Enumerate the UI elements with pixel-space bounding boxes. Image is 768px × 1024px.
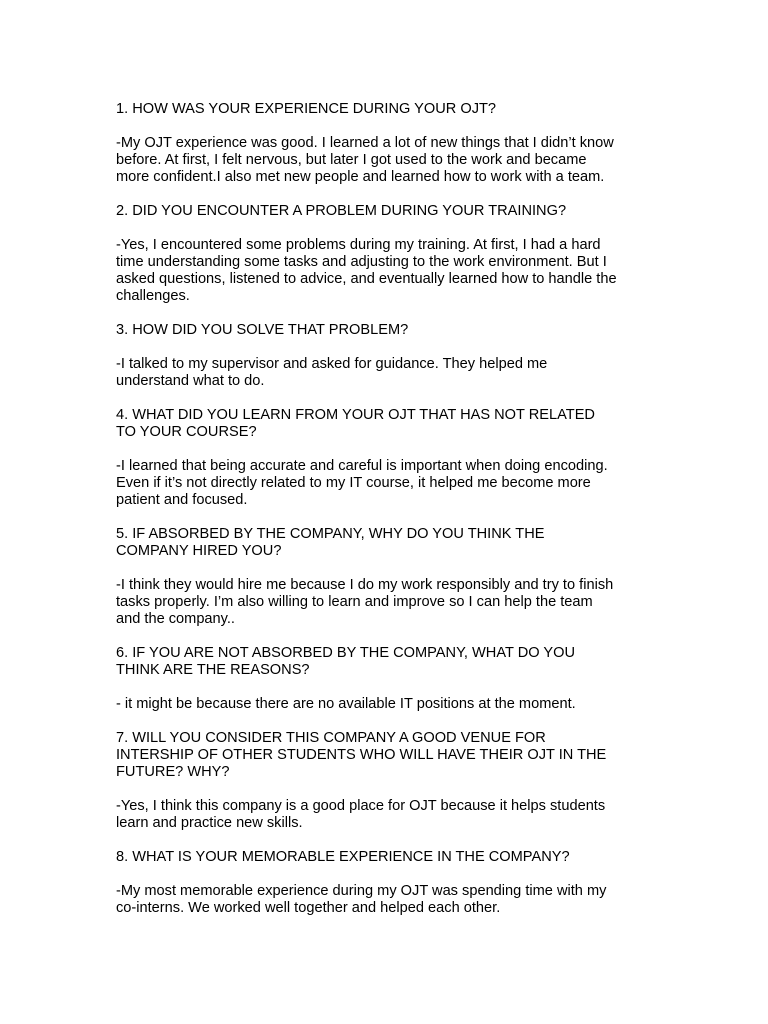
- question-6: 6. IF YOU ARE NOT ABSORBED BY THE COMPANY, WHAT DO YOU THINK ARE THE REASONS?: [116, 645, 576, 678]
- answer-2: -Yes, I encountered some problems during my training. At first, I had a hard time understanding some tasks and adjusting to the work environment. But I asked questions, listened to advice, and eventually learned how to handle the challenges.: [116, 237, 617, 304]
- answer-6: - it might be because there are no available IT positions at the moment.: [116, 696, 576, 712]
- question-2: 2. DID YOU ENCOUNTER A PROBLEM DURING YOUR TRAINING?: [116, 203, 567, 219]
- qa-item-6: [116, 645, 656, 713]
- answer-8: -My most memorable experience during my OJT was spending time with my co-interns. We worked well together and helped each other.: [116, 883, 607, 916]
- question-1: 1. HOW WAS YOUR EXPERIENCE DURING YOUR OJT?: [116, 101, 497, 117]
- qa-item-5: [116, 526, 656, 628]
- qa-item-3: [116, 322, 656, 390]
- answer-3: -I talked to my supervisor and asked for guidance. They helped me understand what to do.: [116, 356, 548, 389]
- question-5: 5. IF ABSORBED BY THE COMPANY, WHY DO YOU THINK THE COMPANY HIRED YOU?: [116, 526, 545, 559]
- question-8: 8. WHAT IS YOUR MEMORABLE EXPERIENCE IN THE COMPANY?: [116, 849, 570, 865]
- question-3: 3. HOW DID YOU SOLVE THAT PROBLEM?: [116, 322, 409, 338]
- answer-5: -I think they would hire me because I do my work responsibly and try to finish tasks properly. I’m also willing to learn and improve so I can help the team and the company..: [116, 577, 614, 627]
- document-body: [116, 101, 656, 934]
- qa-item-4: [116, 407, 656, 509]
- qa-item-7: [116, 730, 656, 832]
- qa-item-1: [116, 101, 656, 186]
- qa-item-2: [116, 203, 656, 305]
- question-4: 4. WHAT DID YOU LEARN FROM YOUR OJT THAT HAS NOT RELATED TO YOUR COURSE?: [116, 407, 595, 440]
- answer-1: -My OJT experience was good. I learned a lot of new things that I didn’t know before. At first, I felt nervous, but later I got used to the work and became more confident.I also met new people and learned how to work with a team.: [116, 135, 614, 185]
- answer-4: -I learned that being accurate and careful is important when doing encoding. Even if it’s not directly related to my IT course, it helped me become more patient and focused.: [116, 458, 608, 508]
- answer-7: -Yes, I think this company is a good place for OJT because it helps students learn and practice new skills.: [116, 798, 606, 831]
- qa-item-8: [116, 849, 656, 917]
- question-7: 7. WILL YOU CONSIDER THIS COMPANY A GOOD VENUE FOR INTERSHIP OF OTHER STUDENTS WHO WILL HAVE THEIR OJT IN THE FUTURE? WHY?: [116, 730, 607, 780]
